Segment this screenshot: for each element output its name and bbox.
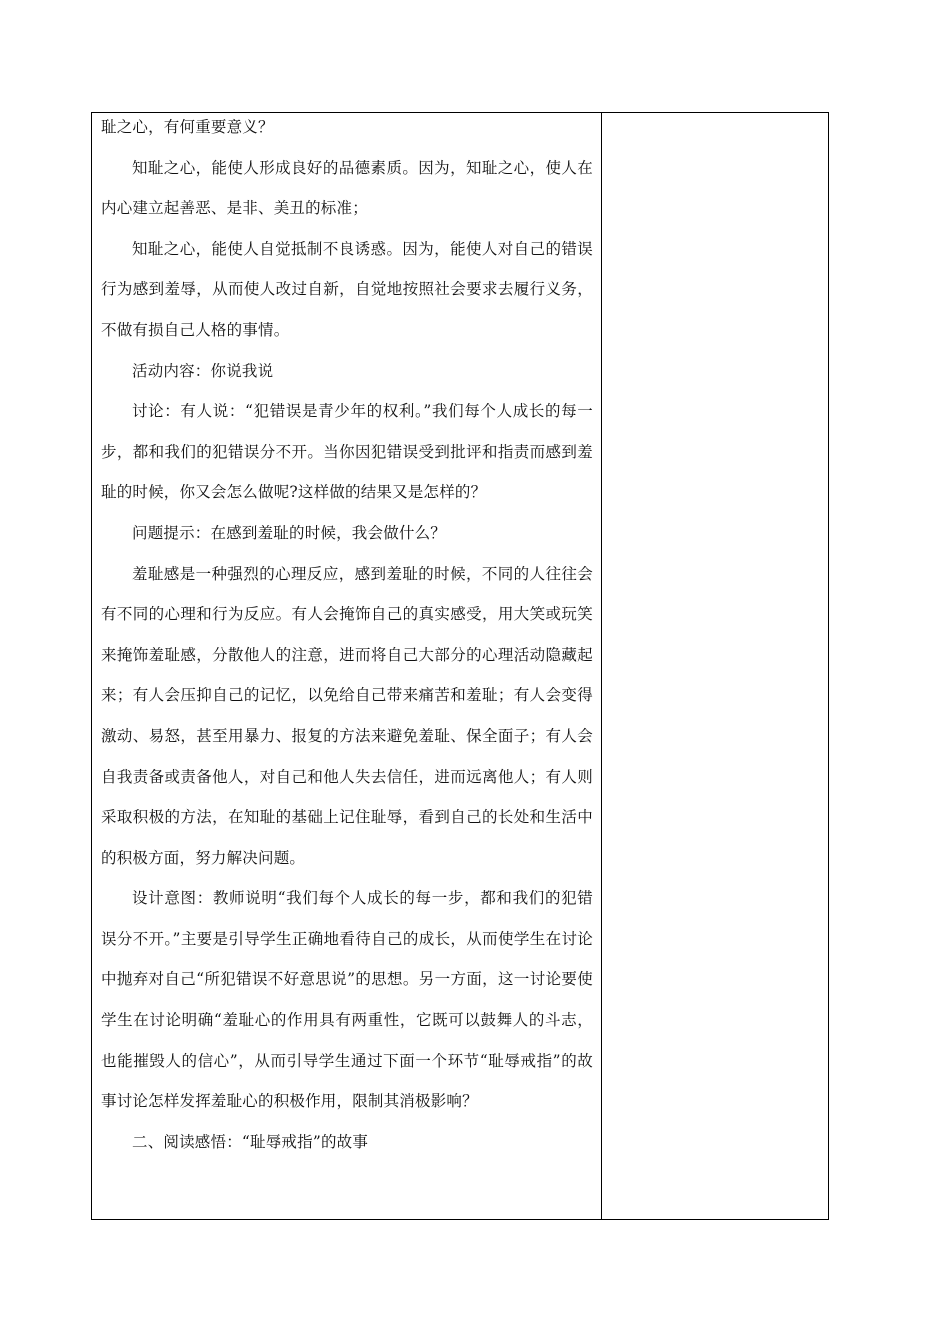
content-cell (92, 113, 602, 1219)
paragraph-shame-reactions: 羞耻感是一种强烈的心理反应，感到羞耻的时候，不同的人往往会有不同的心理和行为反应。有人会掩饰自己的真实感受，用大笑或玩笑来掩饰羞耻感，分散他人的注意，进而将自己大部分的心理活动隐藏起来；有人会压抑自己的记忆，以免给自己带来痛苦和羞耻；有人会变得激动、易怒，甚至用暴力、报复的方法来避免羞耻、保全面子；有人会自我责备或责备他人，对自己和他人失去信任，进而远离他人；有人则采取积极的方法，在知耻的基础上记住耻辱，看到自己的长处和生活中的积极方面，努力解决问题。 (101, 564, 593, 867)
paragraph-resist-temptation: 知耻之心，能使人自觉抵制不良诱惑。因为，能使人对自己的错误行为感到羞辱，从而使人改过自新，自觉地按照社会要求去履行义务，不做有损自己人格的事情。 (101, 239, 593, 339)
paragraph-section-two-heading: 二、阅读感悟：“耻辱戒指”的故事 (132, 1132, 369, 1151)
paragraph-design-intent: 设计意图：教师说明“我们每个人成长的每一步，都和我们的犯错误分不开。”主要是引导学生正确地看待自己的成长，从而使学生在讨论中抛弃对自己“所犯错误不好意思说”的思想。另一方面，这一讨论要使学生在讨论明确“羞耻心的作用具有两重性，它既可以鼓舞人的斗志，也能摧毁人的信心”，从而引导学生通过下面一个环节“耻辱戒指”的故事讨论怎样发挥羞耻心的积极作用，限制其消极影响？ (101, 889, 593, 1111)
lesson-table (91, 112, 829, 1220)
paragraph-discussion: 讨论：有人说：“犯错误是青少年的权利。”我们每个人成长的每一步，都和我们的犯错误分不开。当你因犯错误受到批评和指责而感到羞耻的时候，你又会怎么做呢?这样做的结果又是怎样的？ (101, 402, 593, 502)
paragraph-question-hint: 问题提示：在感到羞耻的时候，我会做什么？ (132, 523, 447, 542)
notes-cell (602, 113, 828, 1219)
paragraph-question-end: 耻之心，有何重要意义？ (101, 118, 274, 136)
paragraph-moral-quality: 知耻之心，能使人形成良好的品德素质。因为，知耻之心，使人在内心建立起善恶、是非、美丑的标准； (101, 158, 593, 218)
paragraph-activity-title: 活动内容：你说我说 (132, 361, 274, 380)
